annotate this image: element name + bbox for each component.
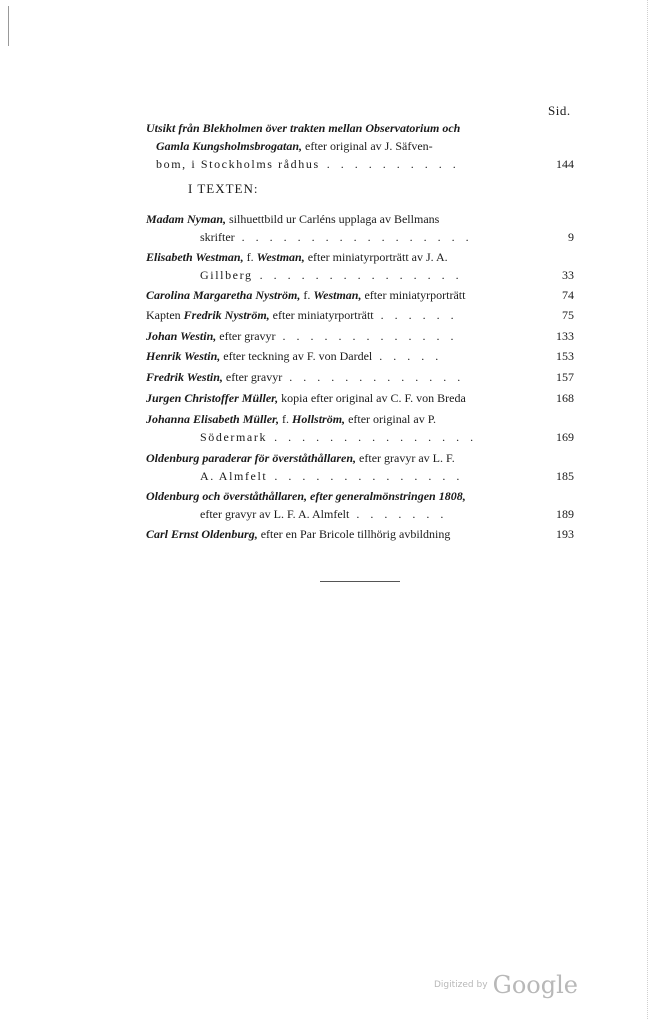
entry-page-number: 33 [562, 268, 574, 282]
entry-page-number: 153 [556, 349, 574, 363]
entry-title: Fredrik Westin, [146, 370, 223, 384]
entry-text: Södermark [200, 430, 268, 444]
entry-title: Johan Westin, [146, 329, 217, 343]
entry-text: efter original av P. [345, 412, 437, 426]
entry-title-cont: Gamla Kungsholmsbrogatan, [156, 139, 303, 153]
page-edge-dots [646, 0, 648, 1019]
entry-page-number: 75 [562, 308, 574, 322]
entry-line [146, 389, 574, 407]
entry-title: Westman, [313, 288, 362, 302]
entry-title: Jurgen Christoffer Müller, [146, 391, 279, 405]
entry-line [146, 467, 574, 485]
entry-text: efter gravyr [216, 329, 276, 343]
entry-title: Utsikt från Blekholmen över trakten mellan Observatorium och [146, 121, 461, 135]
digitized-watermark [434, 971, 578, 999]
entry-line [146, 428, 574, 446]
entry-title: Fredrik Nyström, [183, 308, 270, 322]
entry-text: efter miniatyrporträtt av J. A. [304, 250, 448, 264]
list-item [146, 368, 574, 386]
entry-line [146, 306, 574, 324]
entry-line [146, 228, 574, 246]
entry-title: Elisabeth Westman, [146, 250, 244, 264]
entry-line [146, 368, 574, 386]
dot-leader: . . . . . . . . . . . . . . . [252, 268, 463, 282]
entry-line [146, 410, 574, 428]
entry-line [146, 248, 574, 266]
entry-text: silhuettbild ur Carléns upplaga av Bellmans [226, 212, 440, 226]
list-item [146, 306, 574, 324]
entry-text: skrifter [200, 230, 235, 244]
list-item [146, 327, 574, 345]
entry-text: efter en Par Bricole tillhörig avbildning [257, 527, 451, 541]
entry-line [146, 155, 574, 173]
list-item [146, 449, 574, 485]
entry-title: Oldenburg paraderar för överståthållaren, [146, 451, 357, 465]
entry-text: efter miniatyrporträtt [269, 308, 374, 322]
dot-leader: . . . . . . [373, 308, 458, 322]
dot-leader: . . . . . . . . . . . . . . . . . [234, 230, 473, 244]
dot-leader: . . . . . . . . . . . . . [275, 329, 458, 343]
list-item [146, 286, 574, 304]
dot-leader: . . . . . . . . . . . . . . [267, 469, 464, 483]
entry-text: efter gravyr av L. F. [356, 451, 455, 465]
entry-line [146, 119, 574, 137]
entry-page-number: 157 [556, 370, 574, 384]
entry-text: Gillberg [200, 268, 253, 282]
entry-text: f. [243, 250, 257, 264]
entry-text: f. [300, 288, 314, 302]
entry-title: Westman, [256, 250, 305, 264]
dot-leader: . . . . . . . . . . . . . . . [267, 430, 478, 444]
entry-text: Kapten [146, 308, 184, 322]
entry-text: efter gravyr [222, 370, 283, 384]
google-logo: Google [492, 971, 578, 999]
entry-text: efter gravyr av L. F. A. Almfelt [200, 507, 350, 521]
entry-page-number: 168 [556, 391, 574, 405]
entry-page-number: 185 [556, 469, 574, 483]
entry-page-number: 74 [562, 288, 574, 302]
entry-page-number: 133 [556, 329, 574, 343]
list-item [146, 487, 574, 523]
list-item [146, 210, 574, 246]
entry-text: kopia efter original av C. F. von Breda [278, 391, 466, 405]
scan-edge-mark [8, 6, 9, 46]
entry-title: Oldenburg och överståthållaren, efter generalmönstringen 1808, [146, 489, 466, 503]
entry-line [146, 210, 574, 228]
entry-text: efter miniatyrporträtt [361, 288, 466, 302]
list-item-frontispiece [146, 119, 574, 173]
list-item [146, 347, 574, 365]
dot-leader: . . . . . . . [349, 507, 448, 521]
entry-line [146, 327, 574, 345]
entry-line [146, 347, 574, 365]
entry-text: bom, i Stockholms rådhus [156, 157, 320, 171]
entry-title: Madam Nyman, [146, 212, 227, 226]
dot-leader: . . . . . . . . . . [319, 157, 460, 171]
page-column-label: Sid. [548, 103, 571, 118]
list-item [146, 389, 574, 407]
entry-line [146, 266, 574, 284]
dot-leader: . . . . . [372, 349, 443, 363]
entry-title: Johanna Elisabeth Müller, [146, 412, 280, 426]
closing-rule [320, 581, 400, 582]
entry-text: efter teckning av F. von Dardel [220, 349, 373, 363]
entry-page-number: 144 [556, 157, 574, 171]
entry-title: Carolina Margaretha Nyström, [146, 288, 301, 302]
entry-page-number: 189 [556, 507, 574, 521]
watermark-prefix: Digitized by [434, 980, 488, 990]
entry-page-number: 193 [556, 527, 574, 541]
dot-leader: . . . . . . . . . . . . . [282, 370, 465, 384]
section-heading: I TEXTEN: [188, 181, 259, 196]
entry-text: efter original av J. Säfven- [302, 139, 433, 153]
list-item [146, 248, 574, 284]
entry-line [146, 525, 574, 543]
entry-title: Hollström, [292, 412, 346, 426]
entry-line [146, 137, 574, 155]
entry-line [146, 286, 574, 304]
entry-page-number: 9 [568, 230, 574, 244]
entry-line [146, 487, 574, 505]
list-item [146, 410, 574, 446]
entry-line [146, 505, 574, 523]
entry-page-number: 169 [556, 430, 574, 444]
entry-text: A. Almfelt [200, 469, 268, 483]
entry-text: f. [279, 412, 293, 426]
list-item [146, 525, 574, 543]
entry-line [146, 449, 574, 467]
entry-title: Carl Ernst Oldenburg, [146, 527, 258, 541]
entry-title: Henrik Westin, [146, 349, 221, 363]
